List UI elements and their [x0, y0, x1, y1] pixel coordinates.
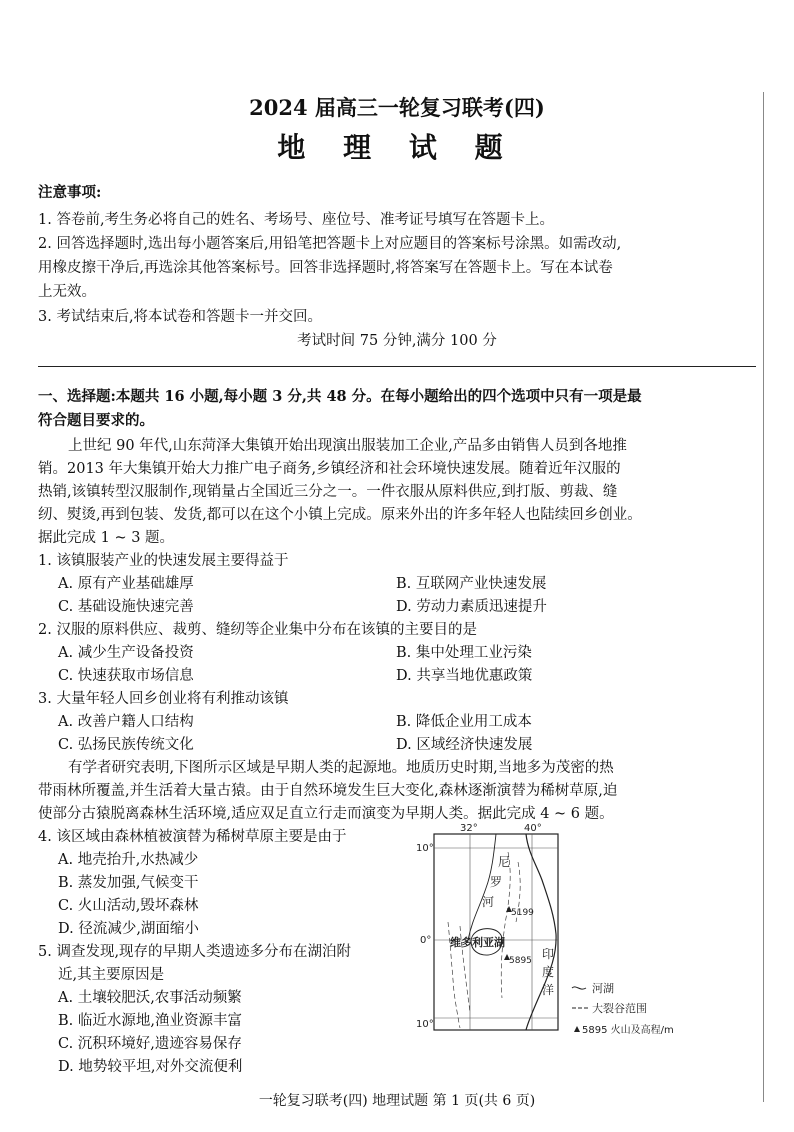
question-stem: 近,其主要原因是 — [58, 967, 165, 983]
option-b: B. 蒸发加强,气候变干 — [58, 875, 199, 891]
volcano-legend-icon — [574, 1026, 580, 1032]
notice-line: 3. 考试结束后,将本试卷和答题卡一并交回。 — [38, 309, 323, 325]
option-d: D. 劳动力素质迅速提升 — [396, 599, 547, 615]
passage-line: 有学者研究表明,下图所示区域是早期人类的起源地。地质历史时期,当地多为茂密的热 — [68, 760, 614, 776]
notice-line: 1. 答卷前,考生务必将自己的姓名、考场号、座位号、准考证号填写在答题卡上。 — [38, 212, 555, 228]
place-label: 印 — [542, 947, 555, 961]
map-frame — [434, 834, 558, 1030]
rift-boundary — [501, 852, 510, 998]
passage-line: 据此完成 1 ~ 3 题。 — [38, 530, 175, 546]
option-a: A. 原有产业基础雄厚 — [58, 576, 194, 592]
east-africa-rift-map — [414, 822, 714, 1044]
option-d: D. 径流减少,湖面缩小 — [58, 921, 199, 937]
option-b: B. 临近水源地,渔业资源丰富 — [58, 1013, 242, 1029]
lon-label: 32° — [460, 823, 478, 834]
peak-label: 5199 — [511, 908, 534, 918]
notice-heading: 注意事项: — [38, 184, 102, 201]
place-label: 度 — [542, 965, 555, 979]
passage-line: 销。2013 年大集镇开始大力推广电子商务,乡镇经济和社会环境快速发展。随着近年汉服的 — [38, 461, 621, 477]
option-c: C. 弘扬民族传统文化 — [58, 737, 194, 753]
option-c: C. 快速获取市场信息 — [58, 668, 194, 684]
option-b: B. 降低企业用工成本 — [396, 714, 532, 730]
exam-title: 2024 届高三一轮复习联考(四) — [249, 95, 545, 120]
place-label: 尼 — [498, 855, 511, 869]
passage-line: 热销,该镇转型汉服制作,现销量占全国近三分之一。一件衣服从原料供应,到打版、剪裁、缝 — [38, 484, 618, 500]
subject-title: 地 理 试 题 — [277, 131, 517, 164]
question-stem: 3. 大量年轻人回乡创业将有利推动该镇 — [38, 691, 289, 707]
section-heading: 一、选择题:本题共 16 小题,每小题 3 分,共 48 分。在每小题给出的四个选项中只有一项是最 — [38, 388, 642, 405]
divider-rule — [38, 366, 756, 367]
option-a: A. 地壳抬升,水热减少 — [58, 852, 199, 868]
peak-label: 5895 — [509, 956, 532, 966]
passage-line: 带雨林所覆盖,并生活着大量古猿。由于自然环境发生巨大变化,森林逐渐演替为稀树草原,迫 — [38, 783, 618, 799]
notice-line: 上无效。 — [38, 284, 96, 300]
lon-label: 40° — [524, 823, 542, 834]
place-label: 罗 — [490, 875, 503, 889]
option-c: C. 火山活动,毁坏森林 — [58, 898, 199, 914]
lat-label: 10° — [416, 1019, 434, 1030]
option-a: A. 土壤较肥沃,农事活动频繁 — [58, 990, 242, 1006]
passage-line: 纫、熨烫,再到包装、发货,都可以在这个小镇上完成。原来外出的许多年轻人也陆续回乡创业。 — [38, 507, 642, 523]
question-stem: 4. 该区域由森林植被演替为稀树草原主要是由于 — [38, 829, 347, 845]
option-a: A. 减少生产设备投资 — [58, 645, 194, 661]
passage-line: 使部分古猿脱离森林生活环境,适应双足直立行走而演变为早期人类。据此完成 4 ~ 6 题。 — [38, 806, 614, 822]
option-d: D. 地势较平坦,对外交流便利 — [58, 1059, 243, 1075]
river-legend-icon — [572, 987, 586, 989]
option-c: C. 沉积环境好,遗迹容易保存 — [58, 1036, 242, 1052]
exam-time-info: 考试时间 75 分钟,满分 100 分 — [297, 333, 497, 349]
question-stem: 1. 该镇服装产业的快速发展主要得益于 — [38, 553, 289, 569]
question-stem: 5. 调查发现,现存的早期人类遗迹多分布在湖泊附 — [38, 944, 352, 960]
place-label: 洋 — [542, 983, 555, 997]
legend-river: 河湖 — [592, 982, 614, 995]
place-label: 河 — [482, 895, 495, 909]
notice-line: 2. 回答选择题时,选出每小题答案后,用铅笔把答题卡上对应题目的答案标号涂黑。如需改动, — [38, 236, 622, 252]
option-b: B. 互联网产业快速发展 — [396, 576, 547, 592]
notice-line: 用橡皮擦干净后,再选涂其他答案标号。回答非选择题时,将答案写在答题卡上。写在本试卷 — [38, 260, 613, 276]
passage-line: 上世纪 90 年代,山东菏泽大集镇开始出现演出服装加工企业,产品多由销售人员到各地推 — [68, 438, 627, 454]
page-edge-line — [763, 92, 764, 1102]
option-c: C. 基础设施快速完善 — [58, 599, 194, 615]
question-stem: 2. 汉服的原料供应、裁剪、缝纫等企业集中分布在该镇的主要目的是 — [38, 622, 477, 638]
lat-label: 0° — [420, 935, 432, 946]
option-d: D. 共享当地优惠政策 — [396, 668, 533, 684]
lat-label: 10° — [416, 843, 434, 854]
page-footer: 一轮复习联考(四) 地理试题 第 1 页(共 6 页) — [258, 1093, 536, 1109]
legend-rift: 大裂谷范围 — [592, 1002, 647, 1015]
option-d: D. 区域经济快速发展 — [396, 737, 533, 753]
section-heading: 符合题目要求的。 — [38, 412, 154, 429]
option-b: B. 集中处理工业污染 — [396, 645, 532, 661]
place-label: 维多利亚湖 — [450, 936, 505, 949]
legend-volcano: 5895 火山及高程/m — [582, 1025, 674, 1036]
option-a: A. 改善户籍人口结构 — [58, 714, 194, 730]
coastline — [526, 834, 556, 1030]
